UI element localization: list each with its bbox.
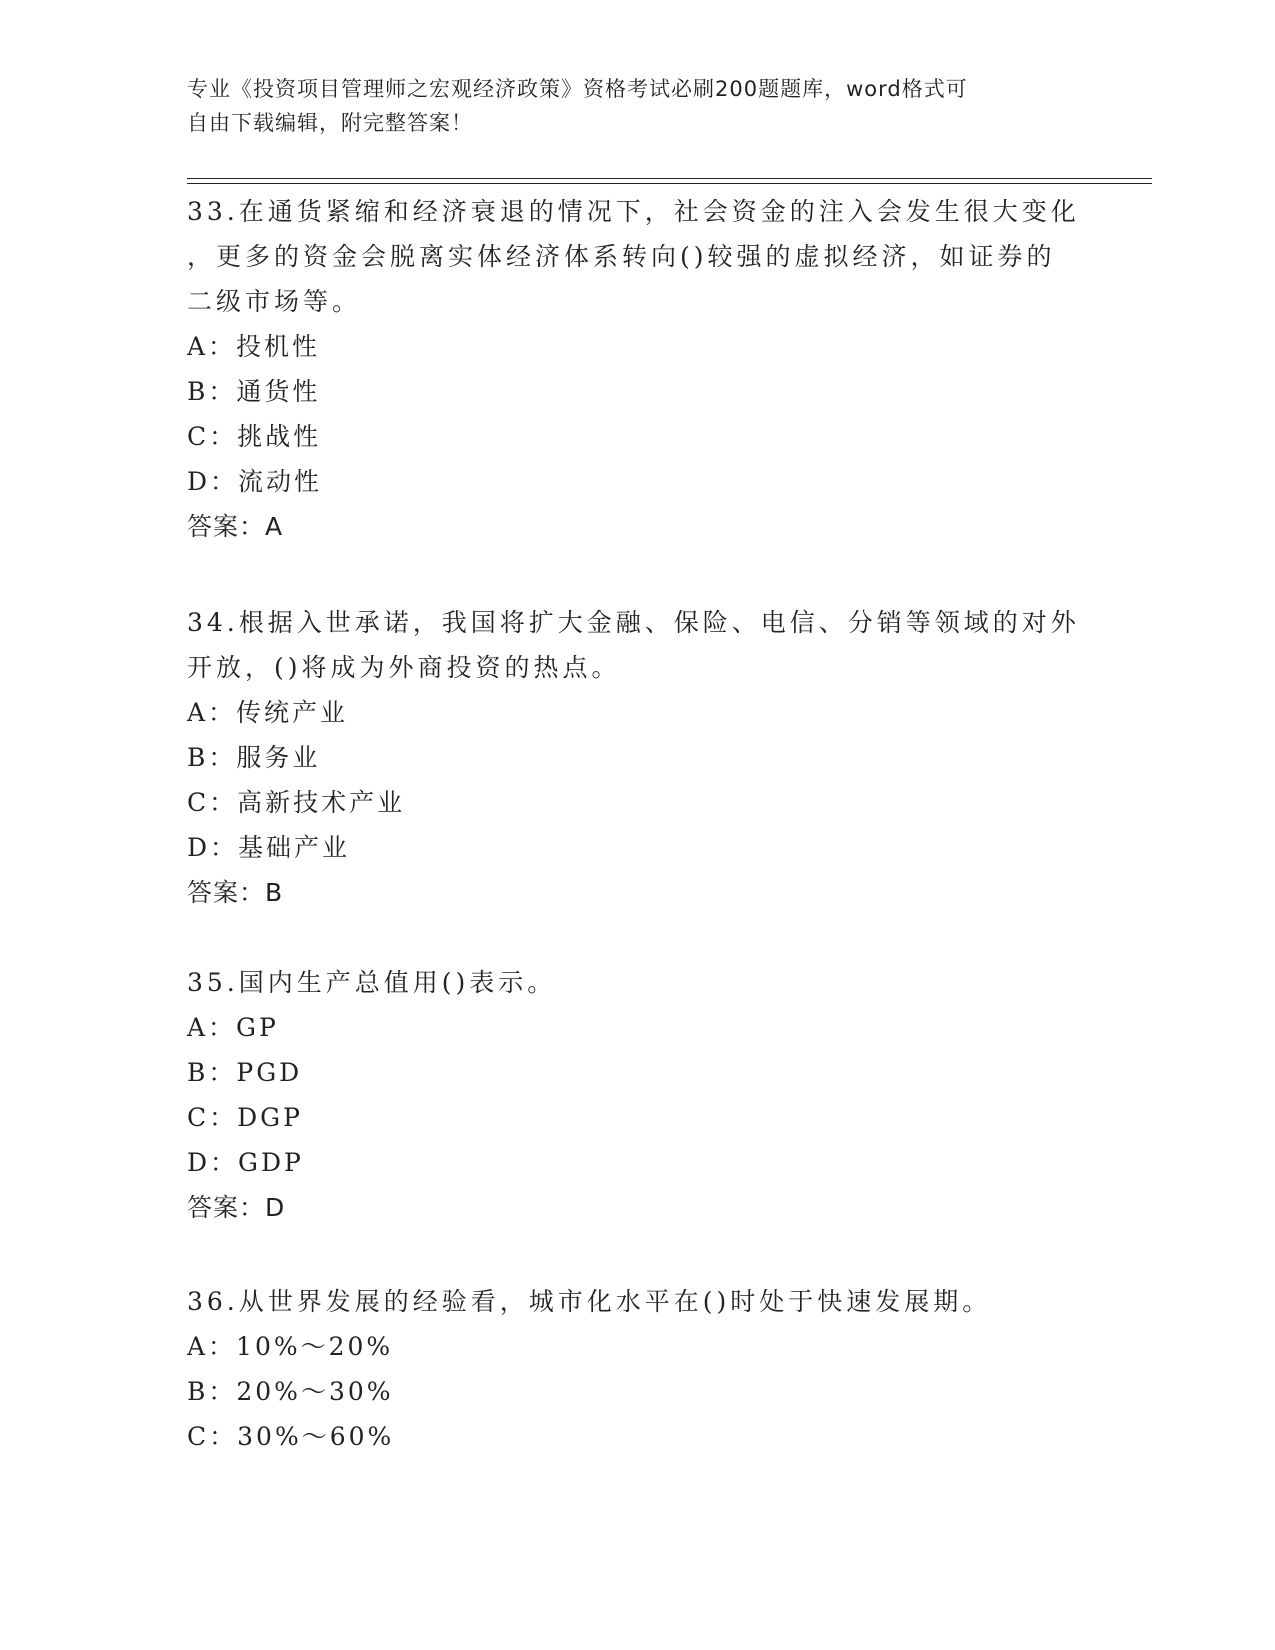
question-stem-line: 二级市场等。 — [187, 287, 362, 316]
question-stem-line: 33.在通货紧缩和经济衰退的情况下，社会资金的注入会发生很大变化 — [187, 197, 1080, 226]
option-b: B：20%～30% — [187, 1377, 394, 1406]
document-header — [187, 72, 1087, 140]
option-d: D：GDP — [187, 1148, 304, 1177]
question-34 — [187, 600, 1107, 915]
option-b: B：通货性 — [187, 377, 321, 406]
question-stem-line: ，更多的资金会脱离实体经济体系转向()较强的虚拟经济，如证券的 — [187, 242, 1056, 271]
option-d: D：基础产业 — [187, 833, 351, 862]
option-a: A：10%～20% — [187, 1332, 394, 1361]
question-35 — [187, 960, 1107, 1230]
option-d: D：流动性 — [187, 467, 323, 496]
option-a: A：传统产业 — [187, 698, 349, 727]
answer: 答案：D — [187, 1193, 286, 1222]
header-divider-bottom — [187, 183, 1152, 184]
answer: 答案：B — [187, 878, 284, 907]
question-stem-line: 36.从世界发展的经验看，城市化水平在()时处于快速发展期。 — [187, 1287, 992, 1316]
option-a: A：GP — [187, 1013, 279, 1042]
header-line-1: 专业《投资项目管理师之宏观经济政策》资格考试必刷200题题库，word格式可 — [187, 77, 968, 101]
answer: 答案：A — [187, 512, 284, 541]
question-33 — [187, 189, 1107, 549]
option-b: B：PGD — [187, 1058, 303, 1087]
question-36 — [187, 1279, 1107, 1459]
option-c: C：高新技术产业 — [187, 788, 406, 817]
option-b: B：服务业 — [187, 743, 321, 772]
header-line-2: 自由下载编辑，附完整答案！ — [187, 111, 473, 135]
header-divider-top — [187, 178, 1152, 179]
option-c: C：30%～60% — [187, 1422, 395, 1451]
option-c: C：DGP — [187, 1103, 303, 1132]
question-stem-line: 开放，()将成为外商投资的热点。 — [187, 653, 621, 682]
option-c: C：挑战性 — [187, 422, 322, 451]
option-a: A：投机性 — [187, 332, 321, 361]
question-stem-line: 34.根据入世承诺，我国将扩大金融、保险、电信、分销等领域的对外 — [187, 608, 1080, 637]
question-stem-line: 35.国内生产总值用()表示。 — [187, 968, 557, 997]
